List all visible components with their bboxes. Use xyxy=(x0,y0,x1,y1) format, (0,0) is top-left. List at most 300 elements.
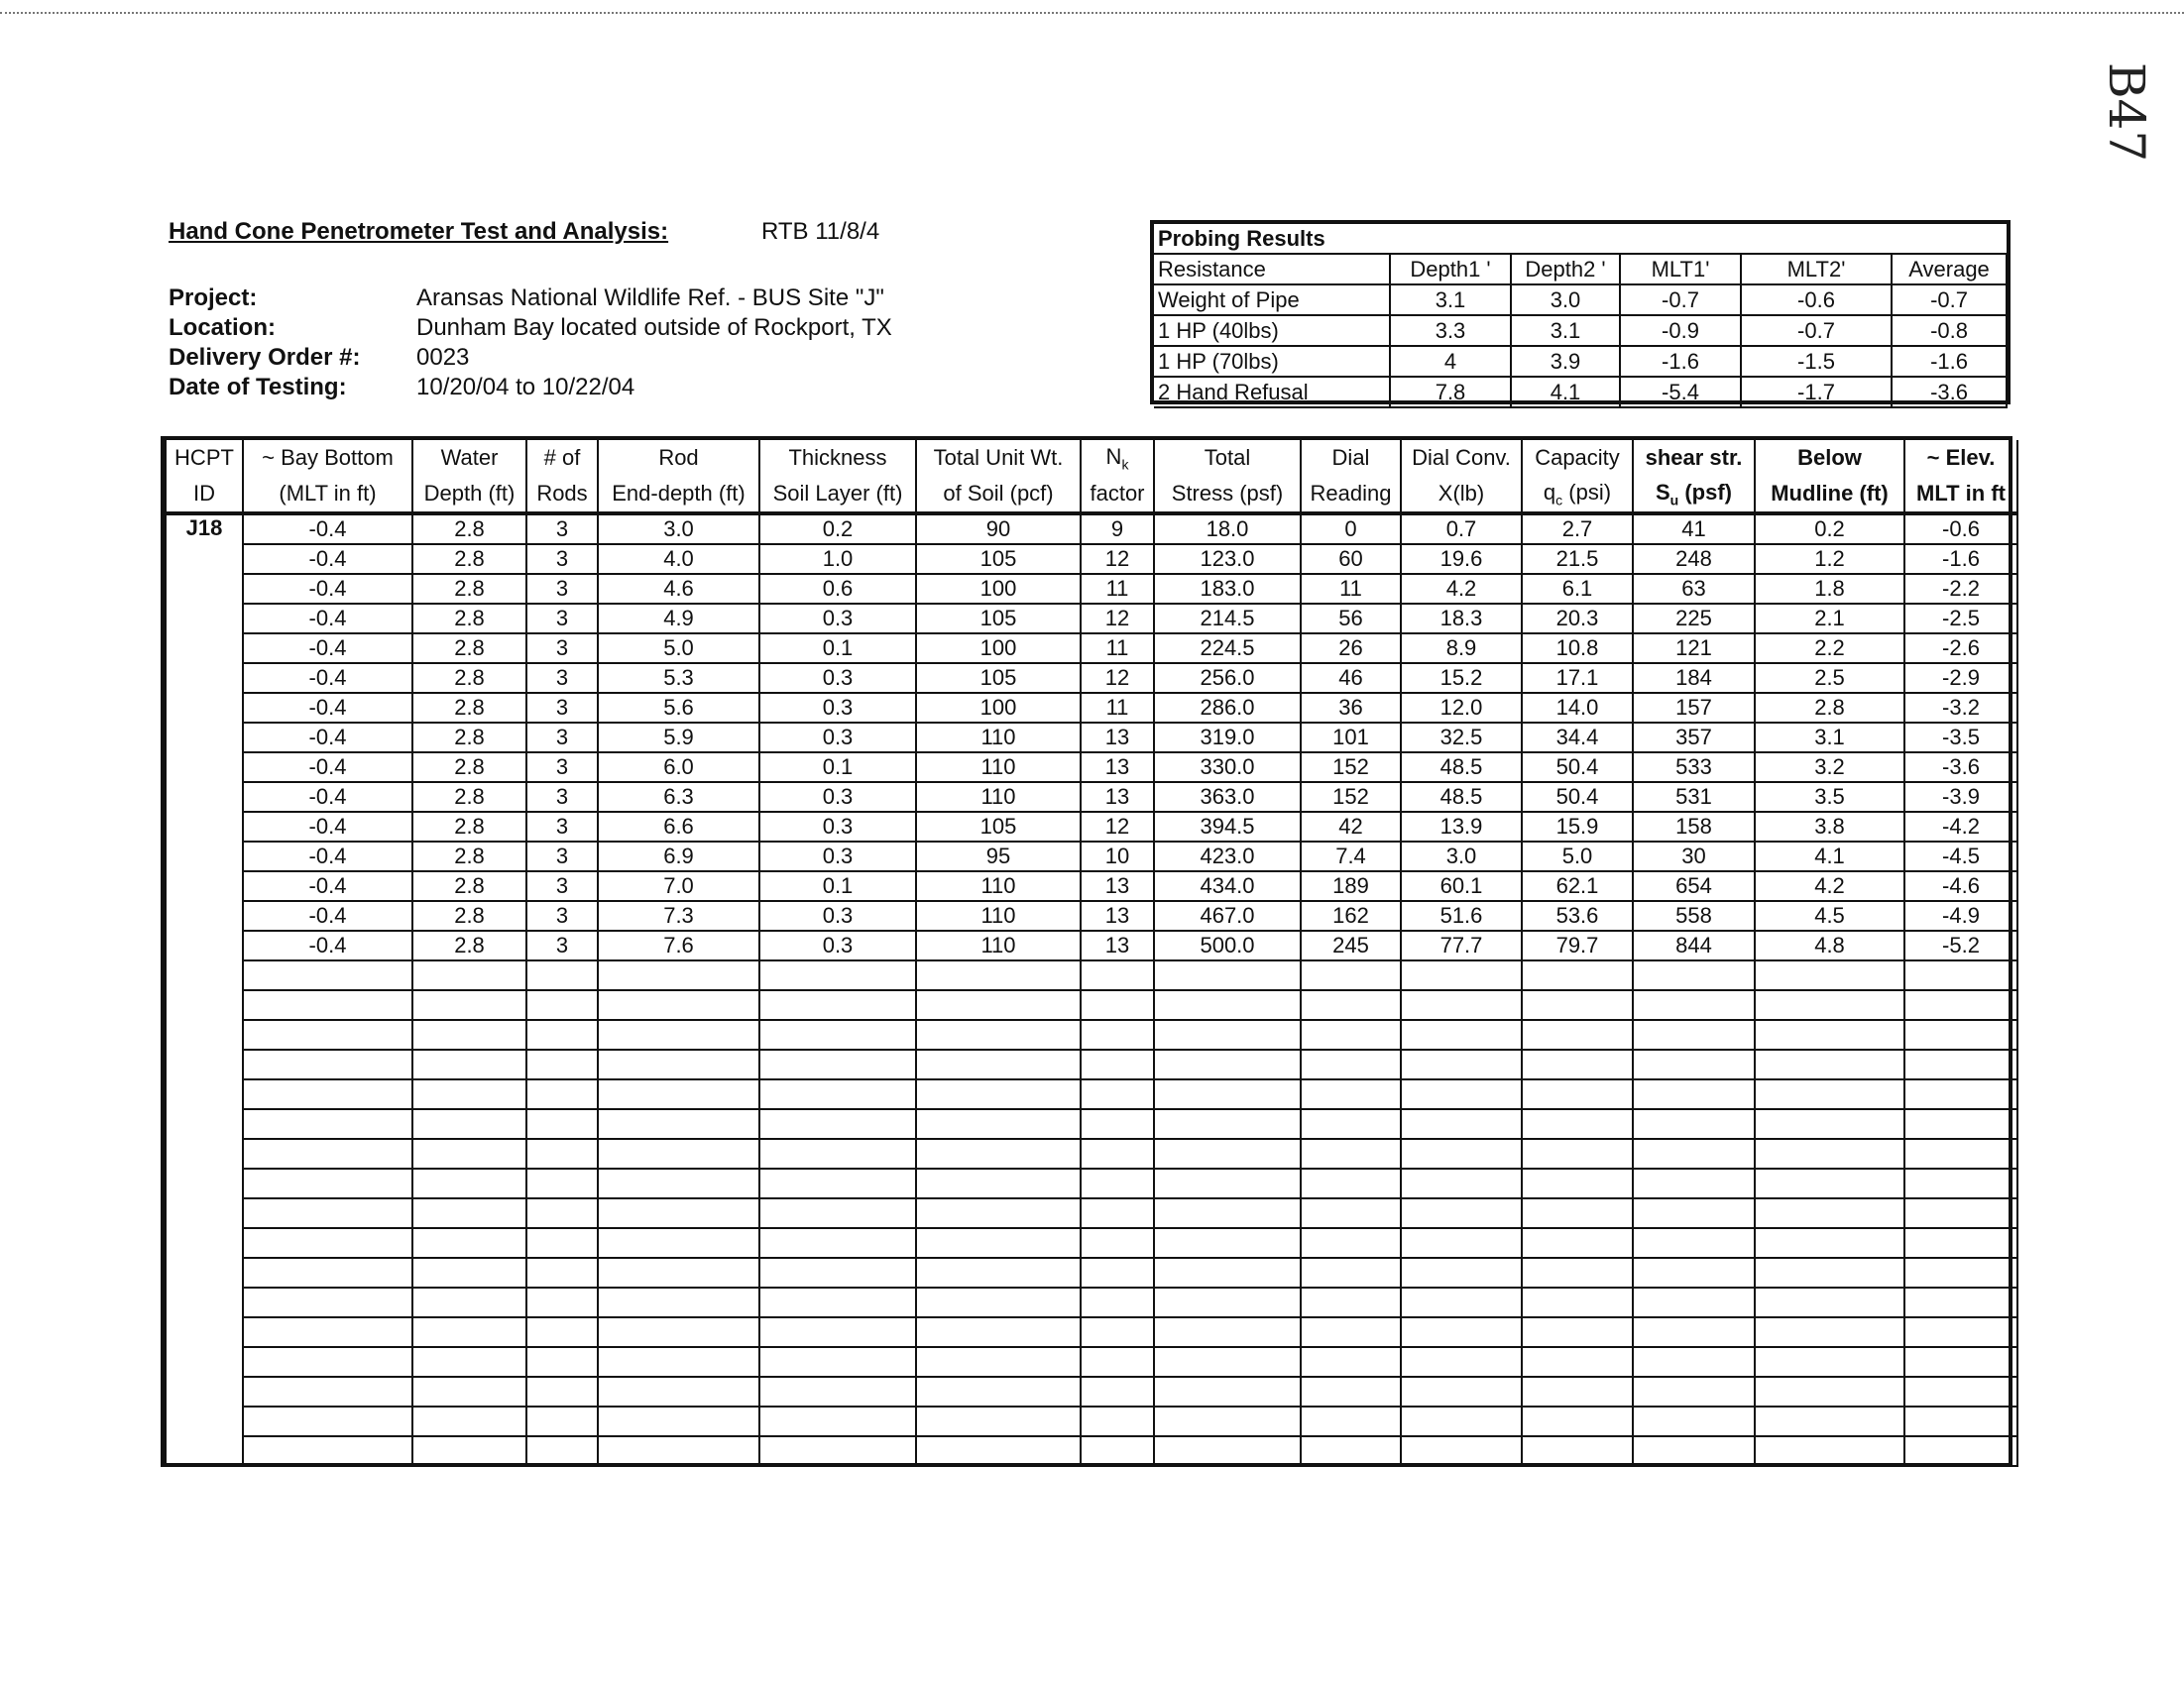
probing-cell: -1.6 xyxy=(1892,346,2007,377)
table-cell: 100 xyxy=(916,633,1081,663)
table-cell xyxy=(1401,1377,1522,1407)
table-cell: 11 xyxy=(1081,633,1154,663)
table-cell: 51.6 xyxy=(1401,901,1522,931)
col-header-thickness: Thickness xyxy=(759,440,916,476)
table-cell: 26 xyxy=(1301,633,1401,663)
table-cell xyxy=(243,1020,412,1050)
table-cell: 3 xyxy=(526,723,598,752)
probing-cell: 3.3 xyxy=(1390,315,1511,346)
table-cell: 3.0 xyxy=(598,513,759,544)
table-cell xyxy=(1522,1317,1633,1347)
hcpt-data-table xyxy=(165,440,2018,1467)
qc-unit: (psi) xyxy=(1562,479,1612,505)
table-cell: 100 xyxy=(916,693,1081,723)
table-cell xyxy=(1301,1347,1401,1377)
table-cell xyxy=(1755,1288,1904,1317)
table-cell: 79.7 xyxy=(1522,931,1633,960)
table-cell: -0.4 xyxy=(243,812,412,842)
col-subheader-depth: Depth (ft) xyxy=(412,476,526,513)
table-cell xyxy=(412,960,526,990)
table-cell: 50.4 xyxy=(1522,752,1633,782)
table-cell xyxy=(1522,1407,1633,1436)
table-cell xyxy=(916,1109,1081,1139)
table-cell xyxy=(1633,1436,1755,1466)
table-cell: 844 xyxy=(1633,931,1755,960)
table-row xyxy=(166,574,2017,604)
table-cell: 2.8 xyxy=(412,513,526,544)
table-cell: -0.4 xyxy=(243,871,412,901)
table-cell xyxy=(916,1198,1081,1228)
col-header-nk xyxy=(1081,440,1154,476)
table-cell xyxy=(1301,1050,1401,1079)
table-cell xyxy=(1633,1020,1755,1050)
table-cell: 3 xyxy=(526,633,598,663)
table-cell: 4.8 xyxy=(1755,931,1904,960)
qc-symbol: q xyxy=(1543,479,1556,505)
table-cell: 423.0 xyxy=(1154,842,1301,871)
table-cell: 467.0 xyxy=(1154,901,1301,931)
project-info xyxy=(169,283,932,402)
empty-table-row xyxy=(166,1139,2017,1169)
table-cell xyxy=(1154,1347,1301,1377)
table-cell xyxy=(526,1198,598,1228)
table-cell: 3.5 xyxy=(1755,782,1904,812)
table-cell xyxy=(1401,1258,1522,1288)
table-cell xyxy=(1755,1109,1904,1139)
table-cell xyxy=(412,990,526,1020)
table-cell: -0.4 xyxy=(243,842,412,871)
table-cell: 2.8 xyxy=(412,723,526,752)
table-cell xyxy=(598,1198,759,1228)
table-cell: 2.8 xyxy=(412,604,526,633)
empty-table-row xyxy=(166,960,2017,990)
table-cell xyxy=(1633,1198,1755,1228)
table-cell: -0.4 xyxy=(243,544,412,574)
table-cell: -0.4 xyxy=(243,782,412,812)
table-cell xyxy=(1401,1347,1522,1377)
table-cell: 3.1 xyxy=(1755,723,1904,752)
table-cell xyxy=(1301,1198,1401,1228)
table-cell xyxy=(1301,1288,1401,1317)
table-cell: 152 xyxy=(1301,782,1401,812)
table-cell xyxy=(412,1169,526,1198)
probing-cell: -0.6 xyxy=(1741,284,1892,315)
table-row xyxy=(166,931,2017,960)
col-subheader-soil-layer: Soil Layer (ft) xyxy=(759,476,916,513)
table-cell xyxy=(916,1436,1081,1466)
table-cell xyxy=(1401,1139,1522,1169)
empty-table-row xyxy=(166,1109,2017,1139)
table-cell xyxy=(1904,1079,2017,1109)
table-cell: 4.1 xyxy=(1755,842,1904,871)
table-cell: -0.4 xyxy=(243,663,412,693)
table-cell: 3.0 xyxy=(1401,842,1522,871)
probing-row xyxy=(1154,315,2007,346)
table-cell xyxy=(1522,1436,1633,1466)
table-cell xyxy=(1081,1317,1154,1347)
table-cell: 2.8 xyxy=(412,842,526,871)
table-cell: 3.2 xyxy=(1755,752,1904,782)
table-cell xyxy=(1401,1198,1522,1228)
table-cell: -4.9 xyxy=(1904,901,2017,931)
su-unit: (psf) xyxy=(1678,479,1732,505)
table-cell xyxy=(1633,990,1755,1020)
table-cell: -0.4 xyxy=(243,693,412,723)
table-cell: 101 xyxy=(1301,723,1401,752)
table-cell xyxy=(1401,1020,1522,1050)
table-cell xyxy=(526,1288,598,1317)
table-cell: 363.0 xyxy=(1154,782,1301,812)
table-cell xyxy=(1154,1228,1301,1258)
table-cell xyxy=(1301,1258,1401,1288)
table-cell: 90 xyxy=(916,513,1081,544)
table-cell: 3 xyxy=(526,663,598,693)
table-cell xyxy=(1633,1079,1755,1109)
table-cell xyxy=(916,1079,1081,1109)
table-cell: 4.0 xyxy=(598,544,759,574)
table-cell: 6.9 xyxy=(598,842,759,871)
col-header-shear-str: shear str. xyxy=(1633,440,1755,476)
table-row xyxy=(166,544,2017,574)
table-cell xyxy=(759,1228,916,1258)
table-cell: -2.9 xyxy=(1904,663,2017,693)
probing-cell: 3.9 xyxy=(1511,346,1620,377)
table-cell xyxy=(1522,1198,1633,1228)
table-cell: 110 xyxy=(916,752,1081,782)
table-cell: 214.5 xyxy=(1154,604,1301,633)
table-cell: 10.8 xyxy=(1522,633,1633,663)
table-cell xyxy=(243,1198,412,1228)
table-cell xyxy=(916,960,1081,990)
table-cell xyxy=(1522,1347,1633,1377)
table-row xyxy=(166,842,2017,871)
probing-cell: -5.4 xyxy=(1620,377,1741,407)
table-cell xyxy=(1755,1228,1904,1258)
table-cell: 13 xyxy=(1081,931,1154,960)
table-cell xyxy=(1633,960,1755,990)
table-cell: 3 xyxy=(526,782,598,812)
table-cell xyxy=(1154,1050,1301,1079)
table-cell: 183.0 xyxy=(1154,574,1301,604)
table-cell: 0.3 xyxy=(759,693,916,723)
empty-table-row xyxy=(166,1258,2017,1288)
table-cell xyxy=(1633,1228,1755,1258)
probing-cell: -0.7 xyxy=(1620,284,1741,315)
col-subheader-id: ID xyxy=(166,476,243,513)
table-cell xyxy=(916,1347,1081,1377)
table-cell: 3 xyxy=(526,901,598,931)
empty-table-row xyxy=(166,1079,2017,1109)
col-subheader-rods: Rods xyxy=(526,476,598,513)
table-cell: -3.6 xyxy=(1904,752,2017,782)
document-title: Hand Cone Penetrometer Test and Analysis: xyxy=(169,218,669,245)
table-cell: 7.4 xyxy=(1301,842,1401,871)
table-cell xyxy=(1633,1377,1755,1407)
table-cell: -0.4 xyxy=(243,723,412,752)
probing-cell: -0.7 xyxy=(1892,284,2007,315)
table-cell xyxy=(1904,990,2017,1020)
table-cell: 1.8 xyxy=(1755,574,1904,604)
table-cell: 357 xyxy=(1633,723,1755,752)
table-cell xyxy=(1904,960,2017,990)
table-cell: 13 xyxy=(1081,871,1154,901)
table-cell: 394.5 xyxy=(1154,812,1301,842)
table-cell: 0.2 xyxy=(1755,513,1904,544)
table-cell xyxy=(412,1407,526,1436)
handwritten-page-mark: B47 xyxy=(2098,61,2155,163)
table-cell xyxy=(526,1109,598,1139)
table-cell xyxy=(243,960,412,990)
table-cell: 12 xyxy=(1081,544,1154,574)
col-subheader-qc xyxy=(1522,476,1633,513)
probing-cell: 4 xyxy=(1390,346,1511,377)
table-cell: 7.6 xyxy=(598,931,759,960)
empty-table-row xyxy=(166,1169,2017,1198)
table-cell xyxy=(1904,1288,2017,1317)
table-cell xyxy=(243,1228,412,1258)
table-cell: 3 xyxy=(526,931,598,960)
table-cell: 13 xyxy=(1081,901,1154,931)
table-cell xyxy=(243,1139,412,1169)
probing-title: Probing Results xyxy=(1154,224,2007,254)
probing-header: Depth2 ' xyxy=(1511,254,1620,284)
table-cell xyxy=(1301,1109,1401,1139)
table-cell: 4.9 xyxy=(598,604,759,633)
table-cell xyxy=(1633,1139,1755,1169)
table-row xyxy=(166,782,2017,812)
table-row xyxy=(166,901,2017,931)
table-cell: 1.0 xyxy=(759,544,916,574)
su-subscript: u xyxy=(1669,492,1679,508)
table-cell xyxy=(412,1377,526,1407)
table-cell xyxy=(526,1377,598,1407)
table-cell: -0.4 xyxy=(243,752,412,782)
table-cell xyxy=(1904,1050,2017,1079)
col-header-dial-conv: Dial Conv. xyxy=(1401,440,1522,476)
table-cell xyxy=(759,1139,916,1169)
table-cell: 9 xyxy=(1081,513,1154,544)
table-cell xyxy=(1081,1169,1154,1198)
table-cell xyxy=(759,1050,916,1079)
table-cell xyxy=(1081,960,1154,990)
table-cell: 2.8 xyxy=(412,931,526,960)
table-cell: 225 xyxy=(1633,604,1755,633)
probing-row-label: 1 HP (70lbs) xyxy=(1154,346,1390,377)
table-cell: 2.8 xyxy=(412,574,526,604)
table-cell xyxy=(759,1317,916,1347)
table-cell xyxy=(916,1050,1081,1079)
table-cell xyxy=(526,1139,598,1169)
table-cell: 21.5 xyxy=(1522,544,1633,574)
table-cell xyxy=(526,1258,598,1288)
col-header-total-stress: Total xyxy=(1154,440,1301,476)
probing-cell: -3.6 xyxy=(1892,377,2007,407)
table-cell xyxy=(243,1288,412,1317)
table-cell xyxy=(1081,990,1154,1020)
table-cell xyxy=(1633,1407,1755,1436)
table-cell xyxy=(1301,960,1401,990)
probing-row xyxy=(1154,284,2007,315)
table-cell xyxy=(1081,1377,1154,1407)
table-cell: 110 xyxy=(916,871,1081,901)
info-value: 10/20/04 to 10/22/04 xyxy=(416,374,635,400)
table-cell xyxy=(598,1436,759,1466)
table-cell: 5.6 xyxy=(598,693,759,723)
table-cell xyxy=(1633,1258,1755,1288)
table-cell xyxy=(1904,1407,2017,1436)
table-cell xyxy=(1904,1228,2017,1258)
table-cell xyxy=(759,1198,916,1228)
col-subheader-mudline: Mudline (ft) xyxy=(1755,476,1904,513)
table-cell xyxy=(916,1169,1081,1198)
col-subheader-factor: factor xyxy=(1081,476,1154,513)
table-cell: 0.3 xyxy=(759,931,916,960)
table-cell: 3 xyxy=(526,842,598,871)
probing-header: Average xyxy=(1892,254,2007,284)
table-cell xyxy=(1904,1436,2017,1466)
table-cell xyxy=(598,1377,759,1407)
table-cell: 41 xyxy=(1633,513,1755,544)
table-cell xyxy=(759,1436,916,1466)
probing-cell: -1.5 xyxy=(1741,346,1892,377)
empty-table-row xyxy=(166,1198,2017,1228)
table-cell xyxy=(1301,1317,1401,1347)
table-cell: 110 xyxy=(916,901,1081,931)
col-header-capacity: Capacity xyxy=(1522,440,1633,476)
table-cell: -4.2 xyxy=(1904,812,2017,842)
empty-table-row xyxy=(166,1317,2017,1347)
table-cell xyxy=(1081,1258,1154,1288)
table-cell xyxy=(412,1109,526,1139)
table-cell: 256.0 xyxy=(1154,663,1301,693)
table-cell: -5.2 xyxy=(1904,931,2017,960)
table-cell: 531 xyxy=(1633,782,1755,812)
table-cell xyxy=(1081,1288,1154,1317)
table-cell xyxy=(1522,1050,1633,1079)
table-row xyxy=(166,693,2017,723)
table-cell xyxy=(916,1228,1081,1258)
table-cell xyxy=(412,1228,526,1258)
table-cell xyxy=(1904,1139,2017,1169)
table-cell: 6.3 xyxy=(598,782,759,812)
table-cell xyxy=(1904,1169,2017,1198)
col-header-bay-bottom: ~ Bay Bottom xyxy=(243,440,412,476)
table-cell xyxy=(243,1050,412,1079)
table-cell: 224.5 xyxy=(1154,633,1301,663)
col-header-hcpt: HCPT xyxy=(166,440,243,476)
table-cell: 0.3 xyxy=(759,842,916,871)
table-cell xyxy=(1755,990,1904,1020)
table-cell xyxy=(243,1109,412,1139)
table-cell: 248 xyxy=(1633,544,1755,574)
info-label: Delivery Order #: xyxy=(169,344,361,371)
table-cell xyxy=(1301,1377,1401,1407)
table-cell: 5.3 xyxy=(598,663,759,693)
table-cell xyxy=(1081,1228,1154,1258)
table-cell xyxy=(526,1020,598,1050)
table-cell xyxy=(1081,1436,1154,1466)
table-cell: 286.0 xyxy=(1154,693,1301,723)
table-cell: 654 xyxy=(1633,871,1755,901)
hcpt-data-table-box xyxy=(161,436,2012,1467)
table-cell: -0.4 xyxy=(243,513,412,544)
table-cell xyxy=(1301,1436,1401,1466)
table-cell xyxy=(1522,1258,1633,1288)
table-cell: 5.9 xyxy=(598,723,759,752)
probing-cell: 3.1 xyxy=(1390,284,1511,315)
table-cell: 2.1 xyxy=(1755,604,1904,633)
table-cell: 5.0 xyxy=(1522,842,1633,871)
table-cell: -0.4 xyxy=(243,931,412,960)
reviewer-initials: RTB 11/8/4 xyxy=(761,218,880,245)
table-cell xyxy=(1522,990,1633,1020)
empty-table-row xyxy=(166,990,2017,1020)
table-cell: 0.3 xyxy=(759,901,916,931)
table-cell: 50.4 xyxy=(1522,782,1633,812)
table-cell xyxy=(598,1347,759,1377)
table-cell: 18.3 xyxy=(1401,604,1522,633)
table-cell xyxy=(1081,1050,1154,1079)
table-cell: 330.0 xyxy=(1154,752,1301,782)
probing-cell: -0.8 xyxy=(1892,315,2007,346)
table-row xyxy=(166,752,2017,782)
table-cell xyxy=(1154,1407,1301,1436)
info-value: 0023 xyxy=(416,344,470,371)
table-cell xyxy=(1081,1109,1154,1139)
table-cell xyxy=(1904,1258,2017,1288)
table-cell xyxy=(1154,1288,1301,1317)
probing-cell: -1.6 xyxy=(1620,346,1741,377)
table-cell: 5.0 xyxy=(598,633,759,663)
table-cell xyxy=(526,1079,598,1109)
empty-table-row xyxy=(166,1288,2017,1317)
table-cell xyxy=(1301,1139,1401,1169)
table-cell xyxy=(243,1407,412,1436)
table-cell xyxy=(526,1228,598,1258)
table-cell: 14.0 xyxy=(1522,693,1633,723)
table-cell: 162 xyxy=(1301,901,1401,931)
nk-symbol: N xyxy=(1105,443,1122,469)
table-cell xyxy=(1301,1228,1401,1258)
table-cell xyxy=(598,1139,759,1169)
table-cell: -0.4 xyxy=(243,604,412,633)
table-cell xyxy=(916,1288,1081,1317)
table-cell xyxy=(243,1377,412,1407)
table-row xyxy=(166,812,2017,842)
table-cell xyxy=(598,1258,759,1288)
table-cell: 60 xyxy=(1301,544,1401,574)
table-cell: 2.7 xyxy=(1522,513,1633,544)
table-cell: 6.0 xyxy=(598,752,759,782)
table-cell: 2.8 xyxy=(412,782,526,812)
table-cell xyxy=(1522,1139,1633,1169)
table-cell xyxy=(916,1139,1081,1169)
table-cell: 3 xyxy=(526,604,598,633)
table-cell xyxy=(1755,1347,1904,1377)
table-cell: 12 xyxy=(1081,812,1154,842)
table-cell: 10 xyxy=(1081,842,1154,871)
table-cell xyxy=(412,1198,526,1228)
table-cell: -3.2 xyxy=(1904,693,2017,723)
table-cell xyxy=(1154,1436,1301,1466)
table-cell xyxy=(1755,1377,1904,1407)
table-cell: 157 xyxy=(1633,693,1755,723)
table-cell: 105 xyxy=(916,604,1081,633)
table-cell xyxy=(1154,1377,1301,1407)
table-cell xyxy=(759,990,916,1020)
table-cell: 4.6 xyxy=(598,574,759,604)
table-cell: 2.5 xyxy=(1755,663,1904,693)
